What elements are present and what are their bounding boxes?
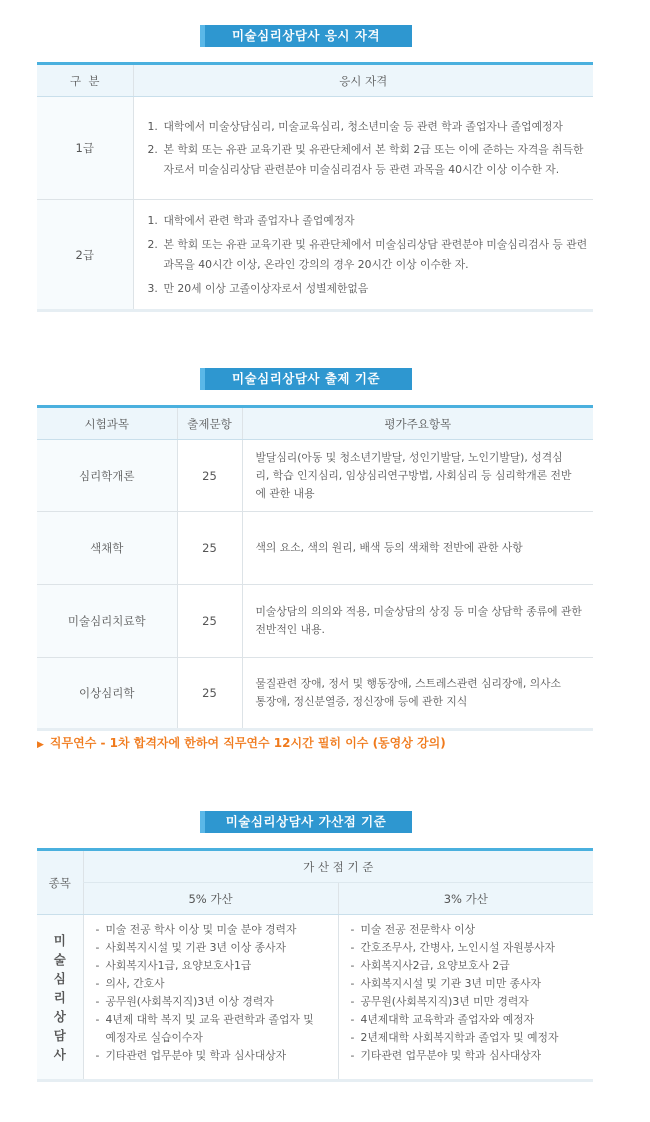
list-item: - 공무원(사회복지직)3년 미만 경력자 — [350, 995, 529, 1008]
header-count: 출제문항 — [177, 407, 242, 440]
bonus-5-list — [83, 915, 338, 1081]
list-item: - 4년제 대학 복지 및 교육 관련학과 졸업자 및 예정자로 실습이수자 — [95, 1013, 314, 1044]
list-item: - 의사, 간호사 — [95, 977, 165, 990]
header-evaluation: 평가주요항목 — [242, 407, 593, 440]
header-subject: 시험과목 — [37, 407, 177, 440]
evaluation-cell: 발달심리(아동 및 청소년기발달, 성인기발달, 노인기발달), 성격심리, 학습 인지심리, 임상심리연구방법, 사회심리 등 심리학개론 전반에 관한 내용 — [242, 440, 593, 512]
title-accent-bar — [200, 25, 205, 47]
table-row — [37, 585, 593, 658]
grade-cell: 2급 — [37, 200, 133, 311]
category-cell: 미 술 심 리 상 담 사 — [37, 915, 83, 1081]
header-grade: 구 분 — [37, 64, 133, 97]
list-item: - 기타관련 업무분야 및 학과 심사대상자 — [95, 1049, 287, 1062]
qualification-list — [133, 97, 593, 200]
header-category: 종목 — [37, 850, 83, 915]
list-item: - 미술 전공 전문학사 이상 — [350, 923, 476, 936]
training-note — [37, 734, 446, 751]
section-title-bonus-criteria — [200, 811, 412, 833]
count-cell: 25 — [177, 512, 242, 585]
table-header-row — [37, 850, 593, 883]
table-row — [37, 658, 593, 730]
header-3-percent: 3% 가산 — [338, 883, 593, 915]
evaluation-cell: 미술상담의 의의와 적용, 미술상담의 상징 등 미술 상담학 종류에 관한 전반적인 내용. — [242, 585, 593, 658]
title-accent-bar — [200, 811, 205, 833]
list-item: 2. 본 학회 또는 유관 교육기관 및 유관단체에서 미술심리상담 관련분야 미술심리검사 등 관련과목을 40시간 이상, 온라인 강의의 경우 20시간 이상 이수한 자. — [147, 237, 588, 271]
table-row — [37, 915, 593, 1081]
count-cell: 25 — [177, 658, 242, 730]
grade-cell: 1급 — [37, 97, 133, 200]
count-cell: 25 — [177, 440, 242, 512]
triangle-right-icon: ▶ — [37, 740, 44, 750]
subject-cell: 색채학 — [37, 512, 177, 585]
list-item: - 사회복지사2급, 요양보호사 2급 — [350, 959, 510, 972]
title-accent-bar — [200, 368, 205, 390]
table-header-row — [37, 407, 593, 440]
count-cell: 25 — [177, 585, 242, 658]
header-5-percent: 5% 가산 — [83, 883, 338, 915]
list-item: - 2년제대학 사회복지학과 졸업자 및 예정자 — [350, 1031, 559, 1044]
list-item: - 사회복지사1급, 요양보호사1급 — [95, 959, 252, 972]
table-header-row — [37, 883, 593, 915]
evaluation-cell: 물질관련 장애, 정서 및 행동장애, 스트레스관련 심리장애, 의사소통장애, 정신분열증, 정신장애 등에 관한 지식 — [242, 658, 593, 730]
list-item: - 사회복지시설 및 기관 3년 미만 종사자 — [350, 977, 541, 990]
table-row — [37, 512, 593, 585]
list-item: - 사회복지시설 및 기관 3년 이상 종사자 — [95, 941, 286, 954]
table-header-row — [37, 64, 593, 97]
list-item: 1. 대학에서 관련 학과 졸업자나 졸업예정자 — [147, 213, 355, 227]
section-title-text: 미술심리상담사 응시 자격 — [231, 28, 381, 43]
list-item: - 4년제대학 교육학과 졸업자와 예정자 — [350, 1013, 535, 1026]
subject-cell: 이상심리학 — [37, 658, 177, 730]
list-item: 3. 만 20세 이상 고졸이상자로서 성별제한없음 — [147, 281, 369, 295]
list-item: 2. 본 학회 또는 유관 교육기관 및 유관단체에서 본 학회 2급 또는 이에 준하는 자격을 취득한자로서 미술심리상담 관련분야 미술심리검사 등 관련 과목을 40시간 이상 이수한 자. — [147, 142, 584, 176]
header-qualification: 응시 자격 — [133, 64, 593, 97]
list-item: - 미술 전공 학사 이상 및 미술 분야 경력자 — [95, 923, 297, 936]
section-title-exam-criteria — [200, 368, 412, 390]
training-note-text: 직무연수 - 1차 합격자에 한하여 직무연수 12시간 필히 이수 (동영상 강의) — [49, 736, 446, 750]
exam-criteria-table — [37, 405, 593, 731]
evaluation-cell: 색의 요소, 색의 원리, 배색 등의 색채학 전반에 관한 사항 — [242, 512, 593, 585]
qualification-table — [37, 62, 593, 312]
table-row — [37, 440, 593, 512]
qualification-list — [133, 200, 593, 311]
subject-cell: 미술심리치료학 — [37, 585, 177, 658]
section-title-qualification — [200, 25, 412, 47]
header-bonus-group: 가 산 점 기 준 — [83, 850, 593, 883]
table-row — [37, 97, 593, 200]
bonus-criteria-table — [37, 848, 593, 1082]
section-title-text: 미술심리상담사 출제 기준 — [231, 371, 381, 386]
bonus-3-list — [338, 915, 593, 1081]
section-title-text: 미술심리상담사 가산점 기준 — [225, 814, 387, 829]
list-item: 1. 대학에서 미술상담심리, 미술교육심리, 청소년미술 등 관련 학과 졸업자나 졸업예정자 — [147, 119, 563, 133]
table-row — [37, 200, 593, 311]
list-item: - 기타관련 업무분야 및 학과 심사대상자 — [350, 1049, 542, 1062]
list-item: - 공무원(사회복지직)3년 이상 경력자 — [95, 995, 274, 1008]
list-item: - 간호조무사, 간병사, 노인시설 자원봉사자 — [350, 941, 555, 954]
subject-cell: 심리학개론 — [37, 440, 177, 512]
